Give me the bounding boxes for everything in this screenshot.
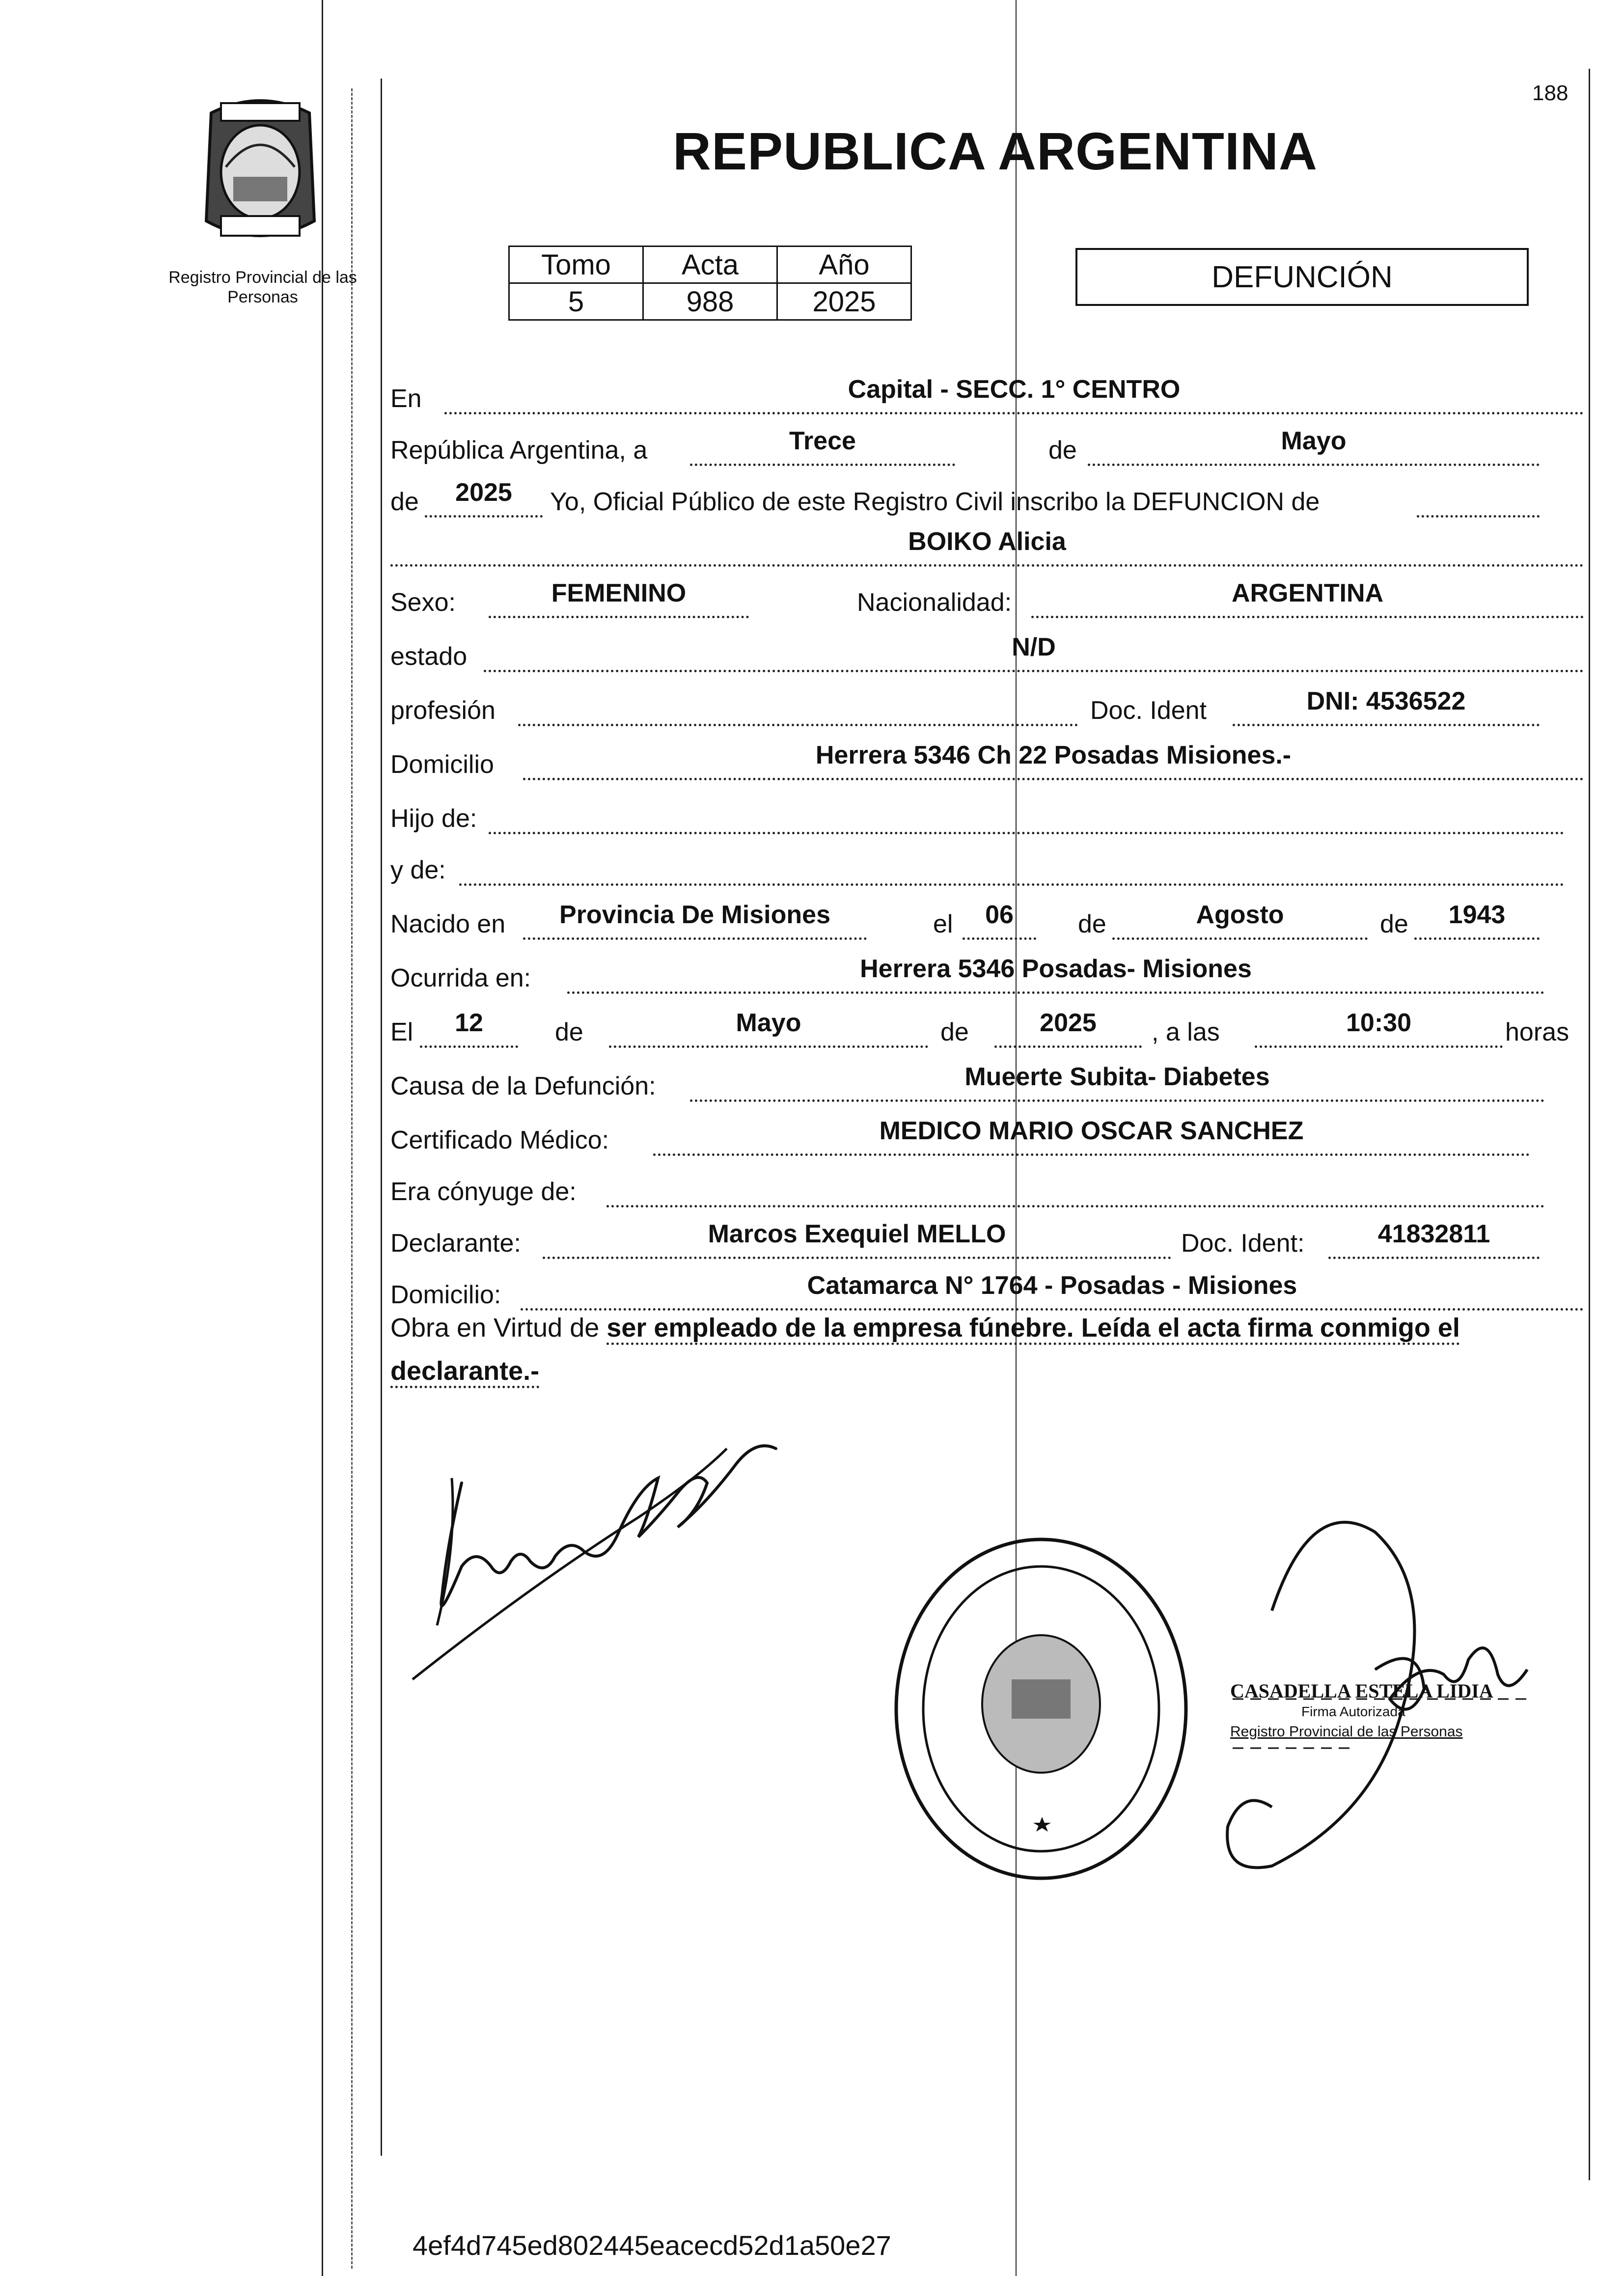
row-ocurrida-en (390, 953, 1584, 997)
field-profesion (518, 685, 1078, 726)
field-lugar (444, 373, 1584, 414)
value-dia-texto: Trece (789, 427, 856, 455)
label-declarante: Declarante: (390, 1229, 521, 1258)
acta-header-acta: Acta (643, 247, 777, 283)
field-anio (425, 476, 543, 518)
field-nacionalidad (1031, 576, 1584, 618)
label-de-4: de (1380, 910, 1408, 938)
field-def-dia (420, 1006, 518, 1048)
value-declarante: Marcos Exequiel MELLO (708, 1220, 1006, 1248)
field-hijo-de (489, 793, 1564, 834)
label-de-1: de (1048, 436, 1077, 465)
perforation-line (351, 88, 353, 2269)
value-nacido-en: Provincia De Misiones (559, 901, 830, 929)
value-certificado: MEDICO MARIO OSCAR SANCHEZ (879, 1117, 1304, 1145)
label-nacido-en: Nacido en (390, 910, 506, 938)
page-title: REPUBLICA ARGENTINA (673, 121, 1318, 181)
row-fecha-defuncion (390, 1007, 1584, 1051)
label-doc-ident: Doc. Ident (1090, 696, 1207, 725)
field-def-mes (609, 1006, 928, 1048)
field-domicilio (523, 739, 1584, 780)
acta-table (508, 246, 912, 321)
field-estado (484, 631, 1584, 672)
value-nacido-dia: 06 (985, 901, 1014, 929)
provincia-misiones-emblem (196, 93, 324, 246)
field-declarante (543, 1217, 1171, 1259)
value-mes: Mayo (1281, 427, 1347, 455)
row-causa (390, 1061, 1584, 1105)
acta-value-anio: 2025 (777, 283, 911, 320)
field-y-de (459, 844, 1564, 886)
field-dia-texto (690, 424, 955, 466)
row-profesion (390, 685, 1584, 729)
label-hijo-de: Hijo de: (390, 804, 477, 833)
signer-org: Registro Provincial de las Personas (1230, 1724, 1463, 1740)
field-sexo (489, 576, 749, 618)
label-conyuge: Era cónyuge de: (390, 1178, 577, 1206)
value-obra-virtud: ser empleado de la empresa fúnebre. Leída el acta firma conmigo el declarante.- (390, 1313, 1460, 1388)
row-hijo-de (390, 793, 1584, 837)
label-doc-ident-declarante: Doc. Ident: (1181, 1229, 1305, 1258)
field-declarante-domicilio (521, 1269, 1584, 1311)
value-anio: 2025 (455, 478, 512, 507)
row-conyuge (390, 1166, 1584, 1210)
margin-line-right (1589, 69, 1590, 2180)
row-y-de (390, 845, 1584, 889)
label-obra-en-virtud: Obra en Virtud de (390, 1313, 600, 1343)
field-nacido-anio (1414, 898, 1540, 940)
label-certificado: Certificado Médico: (390, 1126, 609, 1154)
row-sexo (390, 577, 1584, 621)
row-fecha-inscripcion (390, 425, 1584, 469)
value-declarante-domicilio: Catamarca N° 1764 - Posadas - Misiones (807, 1271, 1297, 1300)
value-def-hora: 10:30 (1346, 1009, 1411, 1037)
label-domicilio-declarante: Domicilio: (390, 1281, 501, 1309)
row-lugar (390, 373, 1584, 417)
document-hash: 4ef4d745ed802445eacecd52d1a50e27 (413, 2230, 891, 2261)
value-domicilio: Herrera 5346 Ch 22 Posadas Misiones.- (815, 741, 1292, 769)
label-de-3: de (1078, 910, 1106, 938)
field-def-hora (1255, 1006, 1503, 1048)
label-de-2: de (390, 488, 419, 516)
field-conyuge (606, 1166, 1544, 1207)
label-ocurrida-en: Ocurrida en: (390, 964, 531, 992)
label-el-lower: el (933, 910, 953, 938)
label-estado: estado (390, 642, 468, 671)
fold-line-left (322, 0, 323, 2276)
field-nacido-mes (1112, 898, 1368, 940)
field-nacido-dia (963, 898, 1036, 940)
label-a-las: , a las (1152, 1018, 1220, 1046)
acta-table-header-row (509, 247, 911, 283)
registry-label: Registro Provincial de las Personas (168, 268, 357, 306)
row-nacimiento (390, 899, 1584, 943)
value-declarante-doc: 41832811 (1377, 1220, 1490, 1248)
label-causa: Causa de la Defunción: (390, 1072, 656, 1100)
label-sexo: Sexo: (390, 588, 456, 617)
value-dni: DNI: 4536522 (1306, 687, 1466, 715)
row-anio-oficial (390, 476, 1584, 521)
label-y-de: y de: (390, 856, 446, 884)
page-number: 188 (1532, 81, 1569, 105)
field-blank-end (1417, 476, 1540, 518)
value-def-anio: 2025 (1040, 1009, 1097, 1037)
value-sexo: FEMENINO (551, 579, 687, 607)
value-nacido-anio: 1943 (1448, 901, 1506, 929)
acta-header-anio: Año (777, 247, 911, 283)
row-estado (390, 631, 1584, 675)
field-def-anio (994, 1006, 1142, 1048)
field-declarante-doc (1328, 1217, 1540, 1259)
signer-role: Firma Autorizada (1301, 1704, 1405, 1719)
signer-name: CASADELLA ESTELA LIDIA (1230, 1680, 1493, 1702)
value-def-mes: Mayo (736, 1009, 801, 1037)
label-nacionalidad: Nacionalidad: (857, 588, 1012, 617)
field-nombre (390, 525, 1584, 567)
field-ocurrida-en (567, 952, 1544, 994)
field-nacido-en (523, 898, 867, 940)
value-def-dia: 12 (455, 1009, 483, 1037)
obra-en-virtud-paragraph (390, 1306, 1584, 1393)
row-nombre (390, 525, 1584, 570)
label-horas: horas (1505, 1018, 1569, 1046)
row-certificado (390, 1115, 1584, 1159)
label-de-6: de (940, 1018, 969, 1046)
value-nacionalidad: ARGENTINA (1231, 579, 1384, 607)
row-domicilio (390, 739, 1584, 783)
label-republica: República Argentina, a (390, 436, 648, 465)
label-profesion: profesión (390, 696, 495, 725)
value-lugar: Capital - SECC. 1° CENTRO (848, 375, 1181, 404)
label-domicilio: Domicilio (390, 750, 494, 779)
acta-table-value-row (509, 283, 911, 320)
declarant-signature (383, 1419, 825, 1694)
acta-header-tomo: Tomo (509, 247, 643, 283)
official-seal-stamp (889, 1532, 1193, 1886)
value-ocurrida-en: Herrera 5346 Posadas- Misiones (860, 955, 1252, 983)
record-type-box: DEFUNCIÓN (1075, 248, 1529, 306)
value-nombre: BOIKO Alicia (908, 527, 1066, 556)
field-dni (1233, 685, 1540, 726)
value-estado: N/D (1012, 633, 1056, 661)
label-en: En (390, 384, 422, 413)
field-causa (690, 1060, 1544, 1102)
acta-value-acta: 988 (643, 283, 777, 320)
label-de-5: de (555, 1018, 583, 1046)
row-declarante (390, 1218, 1584, 1262)
value-nacido-mes: Agosto (1196, 901, 1284, 929)
value-causa: Mueerte Subita- Diabetes (964, 1063, 1270, 1091)
acta-value-tomo: 5 (509, 283, 643, 320)
margin-line-left (381, 79, 382, 2156)
label-el: El (390, 1018, 413, 1046)
label-yo-oficial: Yo, Oficial Público de este Registro Civil inscribo la DEFUNCION de (550, 488, 1320, 516)
field-mes (1088, 424, 1540, 466)
field-certificado (653, 1114, 1530, 1156)
